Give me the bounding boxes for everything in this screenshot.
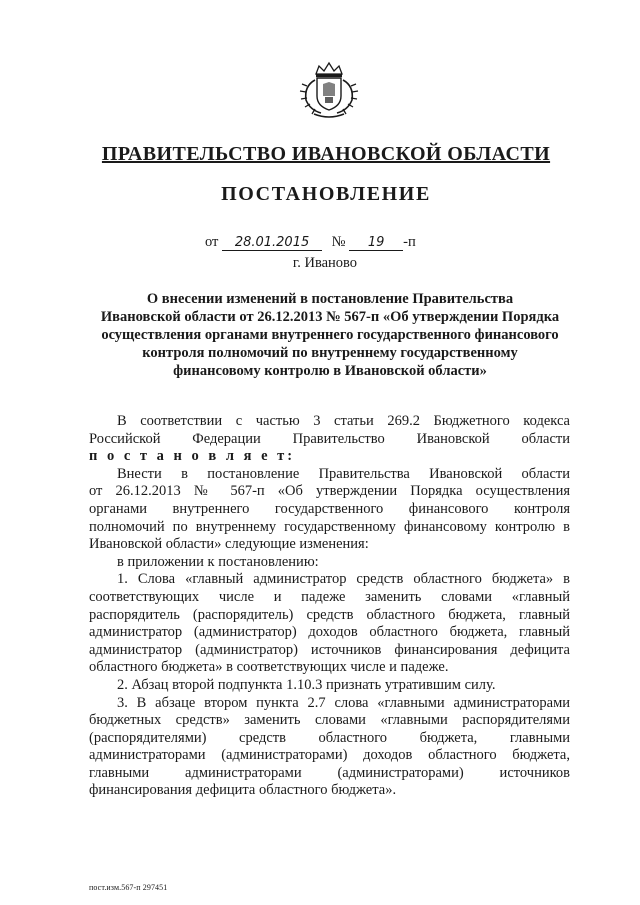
body-line: главными администраторами (администраторами) источников — [89, 764, 570, 781]
subject-line: осуществления органами внутреннего государственного финансового — [101, 327, 559, 343]
body-line: 3. В абзаце втором пункта 2.7 слова «главными администраторами — [117, 694, 570, 711]
body-line: областного бюджета» в соответствующих числе и падеже. — [89, 659, 449, 676]
city-name: г. Иваново — [292, 255, 358, 271]
decree-body — [89, 413, 570, 800]
number-sign: № — [331, 234, 346, 250]
government-title: ПРАВИТЕЛЬСТВО ИВАНОВСКОЙ ОБЛАСТИ — [101, 143, 551, 165]
body-line: полномочий по внутреннему государственному финансовому контролю в — [89, 518, 570, 535]
body-line: распорядитель (распорядитель) средств областного бюджета, главный — [89, 606, 570, 623]
body-line: администраторами (администраторами) доходов областного бюджета, — [89, 747, 570, 764]
decree-date: 28.01.2015 — [222, 236, 322, 251]
footer-reference: пост.изм.567-п 297451 — [89, 883, 168, 892]
body-line: органами внутреннего государственного финансового контроля — [89, 500, 570, 517]
decree-number: 19 — [349, 236, 403, 251]
body-line: бюджетных средств» заменить словами «главными распорядителями — [89, 712, 570, 729]
number-suffix: -п — [403, 234, 416, 250]
body-line: финансирования дефицита областного бюджета». — [89, 782, 397, 799]
subject-line: О внесении изменений в постановление Правительства — [146, 291, 514, 307]
from-label: от — [205, 234, 219, 250]
body-line: Ивановской области» следующие изменения: — [89, 536, 369, 553]
document-type-title: ПОСТАНОВЛЕНИЕ — [221, 183, 431, 205]
subject-line: контроля полномочий по внутреннему государственному — [142, 345, 518, 361]
subject-line: Ивановской области от 26.12.2013 № 567-п «Об утверждении Порядка — [100, 309, 560, 325]
body-line: Российской Федерации Правительство Ивановской области — [89, 430, 570, 447]
decree-subject — [80, 290, 580, 380]
body-line: соответствующих числе и падеже заменить словами «главный — [89, 588, 570, 605]
body-line: 2. Абзац второй подпункта 1.10.3 признать утратившим силу. — [117, 676, 496, 693]
body-line: администратор (администратор) доходов областного бюджета, главный — [89, 624, 570, 641]
body-line: (распорядителями) средств областного бюджета, главными — [89, 729, 570, 746]
body-line: администратор (администратор) источников финансирования дефицита — [89, 641, 570, 658]
ivanovo-coat-of-arms-icon — [294, 60, 364, 122]
body-line: в приложении к постановлению: — [117, 553, 319, 570]
subject-line: финансовому контролю в Ивановской области» — [173, 363, 487, 379]
decree-number-line — [205, 234, 416, 251]
body-line: от 26.12.2013 № 567-п «Об утверждении Порядка осуществления — [89, 483, 570, 500]
body-line: 1. Слова «главный администратор средств областного бюджета» в — [117, 571, 570, 588]
body-line: Внести в постановление Правительства Ивановской области — [117, 465, 570, 482]
body-line: В соответствии с частью 3 статьи 269.2 Бюджетного кодекса — [117, 413, 570, 429]
resolves-word: п о с т а н о в л я е т: — [89, 448, 296, 465]
